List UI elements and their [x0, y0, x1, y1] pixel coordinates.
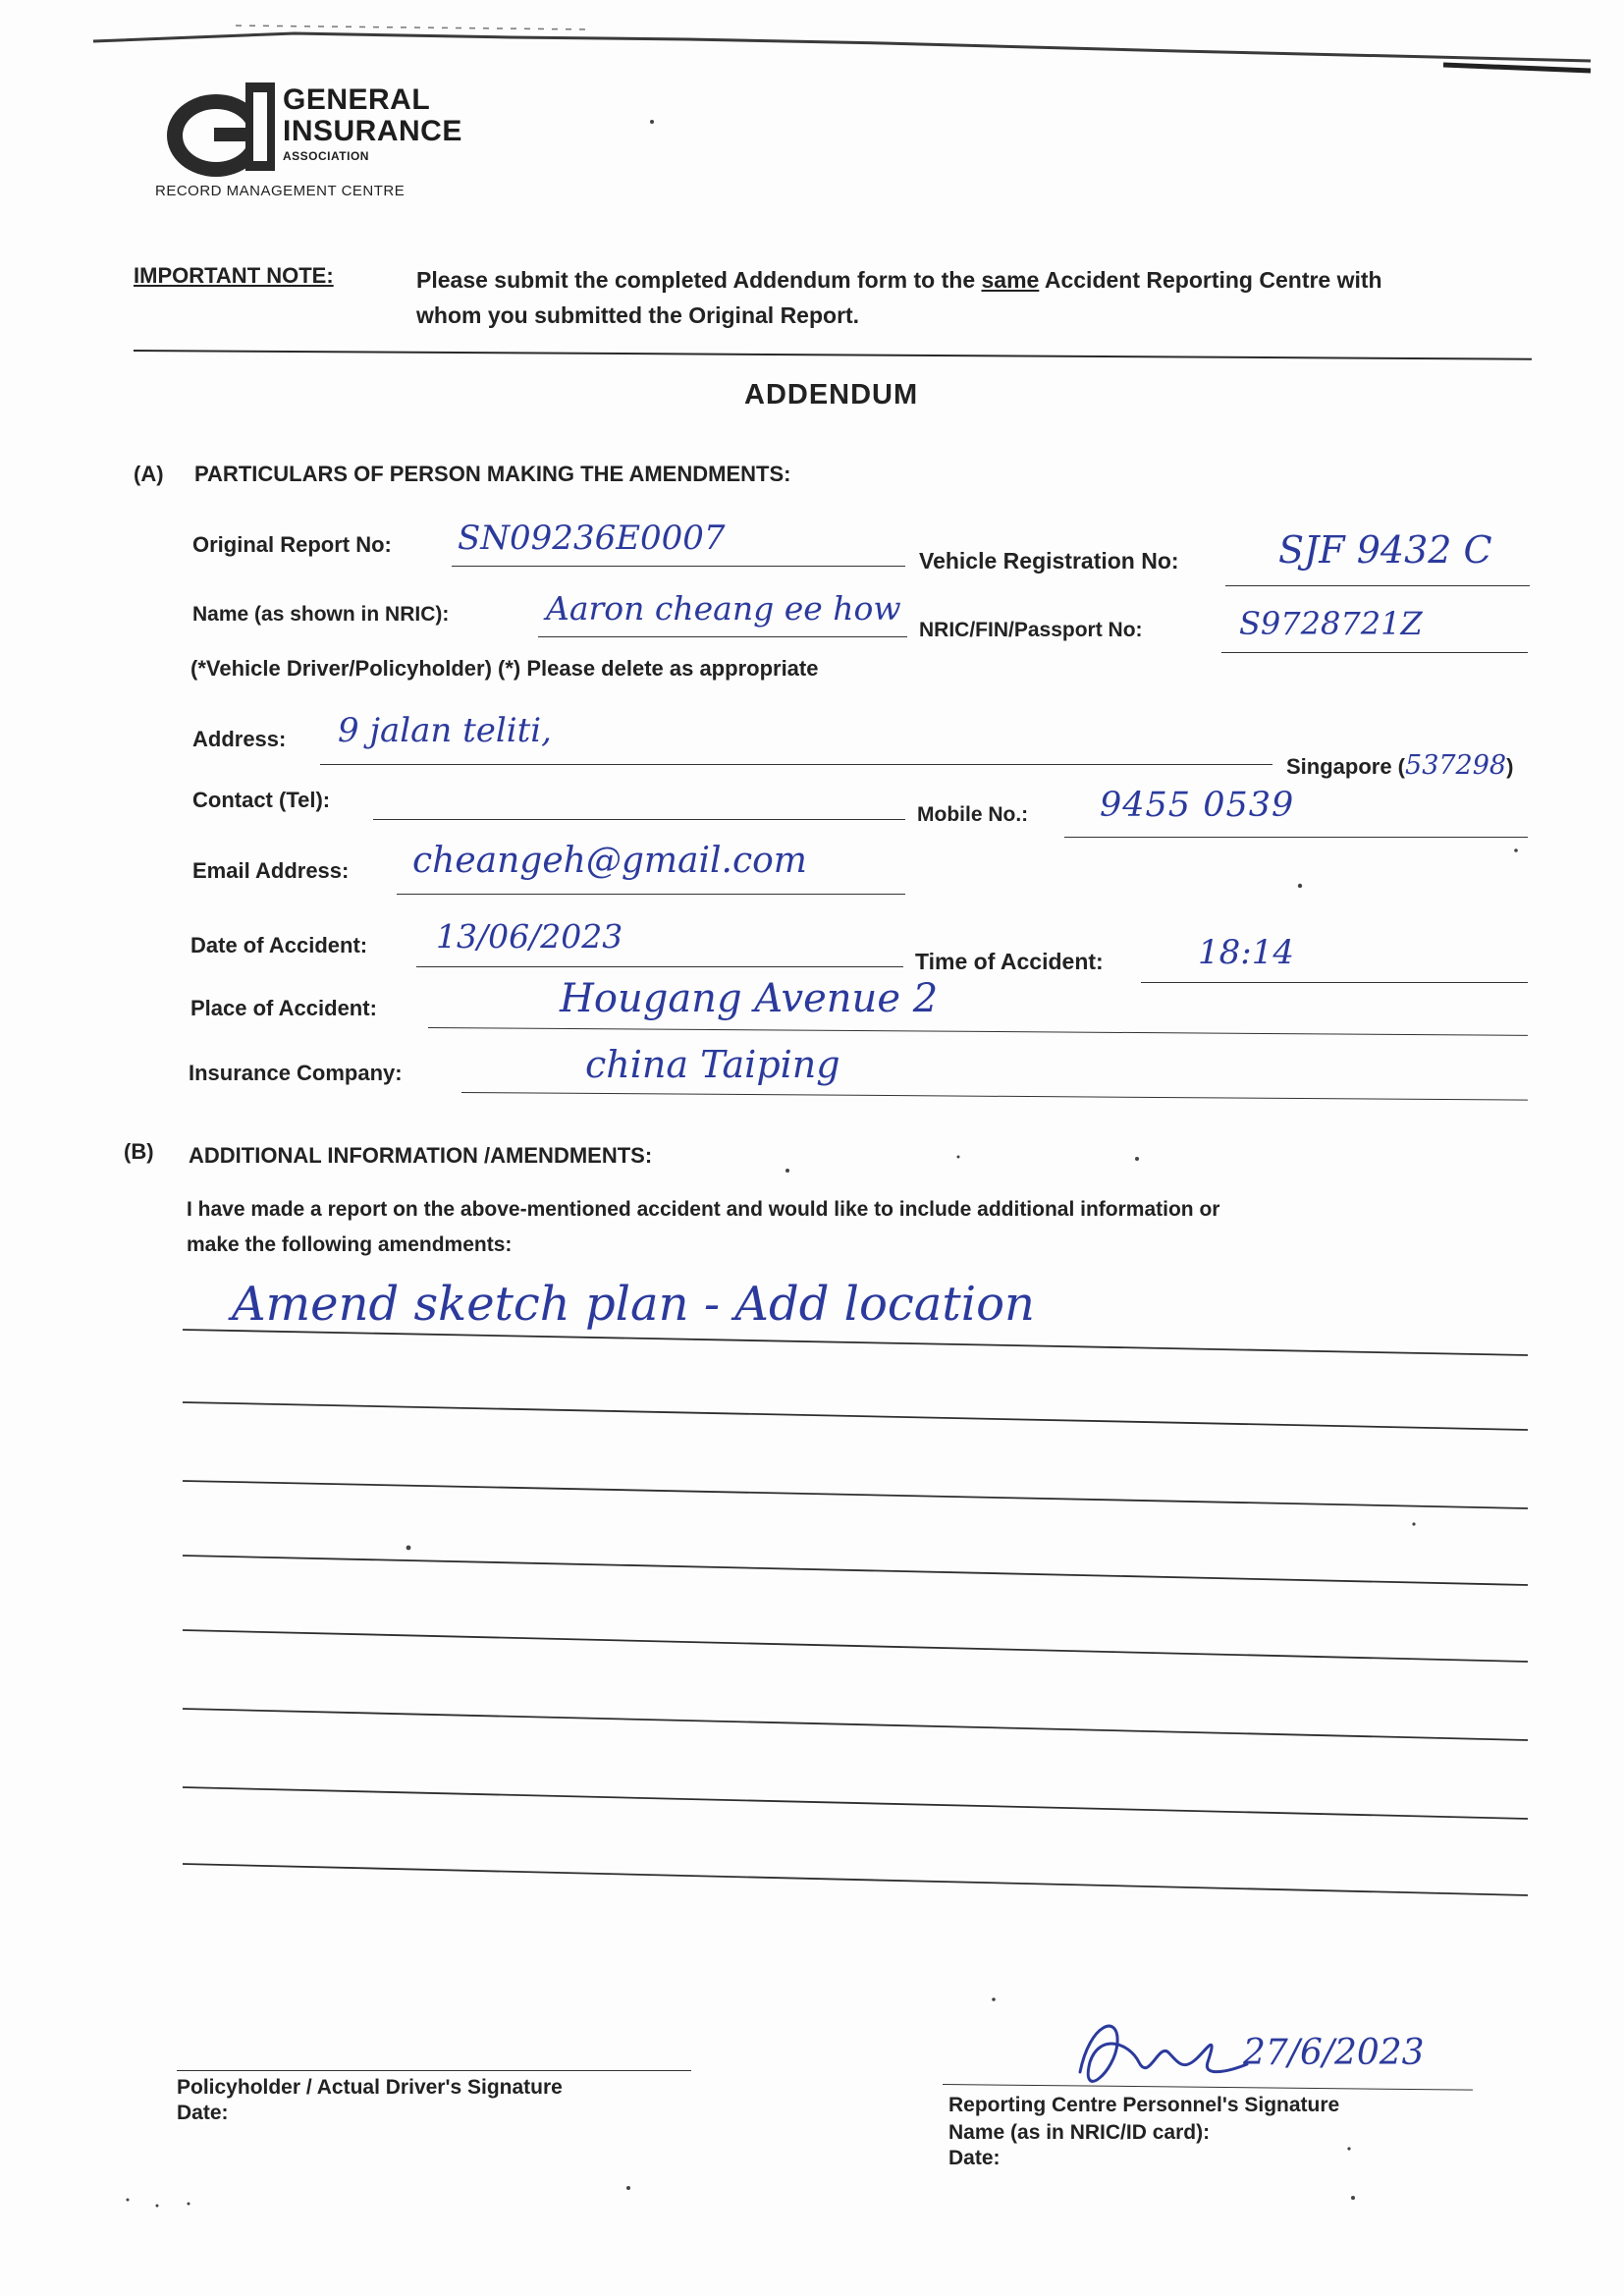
date-of-accident-value[interactable]: 13/06/2023	[436, 917, 623, 956]
postal-code-value[interactable]: 537298	[1405, 750, 1507, 781]
record-management-centre: RECORD MANAGEMENT CENTRE	[155, 183, 406, 199]
original-report-value[interactable]: SN09236E0007	[458, 519, 726, 558]
driver-signature-date-label: Date:	[177, 2102, 229, 2124]
insurance-company-value[interactable]: china Taiping	[585, 1043, 840, 1086]
logo-text-association: ASSOCIATION	[283, 149, 369, 163]
nric-value[interactable]: S9728721Z	[1239, 605, 1423, 642]
name-value[interactable]: Aaron cheang ee how	[546, 589, 901, 628]
email-label: Email Address:	[192, 858, 350, 883]
place-of-accident-label: Place of Accident:	[190, 996, 377, 1020]
section-a-marker: (A)	[134, 462, 164, 486]
personnel-name-label: Name (as in NRIC/ID card):	[948, 2121, 1211, 2144]
form-title: ADDENDUM	[744, 379, 919, 410]
section-b-heading: ADDITIONAL INFORMATION /AMENDMENTS:	[189, 1143, 653, 1168]
vehicle-reg-value[interactable]: SJF 9432 C	[1278, 528, 1492, 572]
logo-text-insurance: INSURANCE	[283, 115, 462, 147]
mobile-value[interactable]: 9455 0539	[1100, 786, 1295, 825]
role-note: (*Vehicle Driver/Policyholder) (*) Please delete as appropriate	[190, 656, 819, 681]
personnel-signature-label: Reporting Centre Personnel's Signature	[948, 2094, 1340, 2116]
personnel-signature-date-value[interactable]: 27/6/2023	[1243, 2033, 1425, 2073]
singapore-postal: Singapore (537298)	[1286, 750, 1514, 781]
section-b-marker: (B)	[124, 1139, 154, 1164]
address-value[interactable]: 9 jalan teliti,	[338, 711, 552, 750]
place-of-accident-value[interactable]: Hougang Avenue 2	[560, 976, 939, 1021]
personnel-date-label: Date:	[948, 2147, 1001, 2169]
section-b-intro-line-2: make the following amendments:	[187, 1233, 513, 1256]
logo-text-general: GENERAL	[283, 83, 431, 116]
name-label: Name (as shown in NRIC):	[192, 603, 450, 626]
time-of-accident-label: Time of Accident:	[915, 949, 1104, 974]
date-of-accident-label: Date of Accident:	[190, 933, 368, 957]
nric-label: NRIC/FIN/Passport No:	[919, 619, 1143, 641]
important-note-line-2: whom you submitted the Original Report.	[416, 302, 860, 328]
important-note-line-1: Please submit the completed Addendum form to the same Accident Reporting Centre with	[416, 267, 1382, 293]
contact-label: Contact (Tel):	[192, 788, 331, 812]
mobile-label: Mobile No.:	[917, 803, 1029, 826]
vehicle-reg-label: Vehicle Registration No:	[919, 548, 1179, 574]
insurance-company-label: Insurance Company:	[189, 1061, 403, 1085]
address-label: Address:	[192, 727, 287, 751]
amendment-text-line-1[interactable]: Amend sketch plan - Add location	[232, 1277, 1035, 1332]
important-note-label: IMPORTANT NOTE:	[134, 263, 334, 288]
section-b-intro-line-1: I have made a report on the above-mentioned accident and would like to include additional information or	[187, 1198, 1220, 1221]
time-of-accident-value[interactable]: 18:14	[1198, 933, 1294, 972]
section-a-heading: PARTICULARS OF PERSON MAKING THE AMENDMENTS:	[194, 462, 791, 486]
driver-signature-label: Policyholder / Actual Driver's Signature	[177, 2076, 563, 2099]
original-report-label: Original Report No:	[192, 532, 392, 557]
email-value[interactable]: cheangeh@gmail.com	[412, 841, 807, 881]
